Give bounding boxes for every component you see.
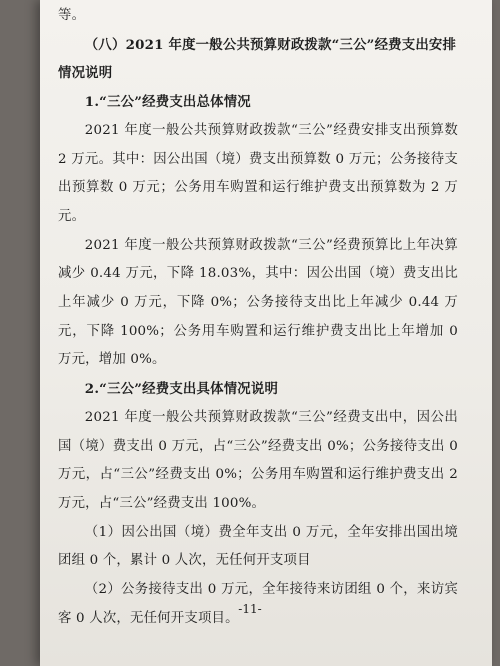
paragraph-comparison: 2021 年度一般公共预算财政拨款“三公”经费预算比上年决算减少 0.44 万元，下降 18.03%，其中：因公出国（境）费支出比上年减少 0 万元，下降 0%；公务接待支出比上年减少 0.44 万元，下降 100%；公务用车购置和运行维护费支出比上年增加 0 万元，增加 0%。 bbox=[58, 237, 458, 368]
page-number: -11- bbox=[238, 602, 262, 616]
subheading-overall: 1.“三公”经费支出总体情况 bbox=[84, 94, 251, 111]
subheading-details: 2.“三公”经费支出具体情况说明 bbox=[84, 381, 279, 398]
paragraph-budget: 2021 年度一般公共预算财政拨款“三公”经费安排支出预算数 2 万元。其中：因公出国（境）费支出预算数 0 万元；公务接待支出预算数 0 万元；公务用车购置和运行维护费支出预算数为 2 万元。 bbox=[58, 122, 458, 224]
section-heading: （八）2021 年度一般公共预算财政拨款“三公”经费支出安排情况说明 bbox=[58, 36, 457, 82]
document-body bbox=[58, 2, 458, 633]
paragraph-overseas: （1）因公出国（境）费全年支出 0 万元，全年安排出国出境团组 0 个，累计 0 人次，无任何开支项目 bbox=[58, 524, 458, 569]
paragraph-reception: （2）公务接待支出 0 万元，全年接待来访团组 0 个，来访宾客 0 人次，无任何开支项目。 bbox=[58, 582, 458, 626]
continuation-line: 等。 bbox=[58, 8, 86, 23]
paragraph-details: 2021 年度一般公共预算财政拨款“三公”经费支出中，因公出国（境）费支出 0 万元，占“三公”经费支出 0%；公务接待支出 0 万元，占“三公”经费支出 0%；公务用车购置和运行维护费支出 2 万元，占“三公”经费支出 100%。 bbox=[58, 409, 458, 511]
